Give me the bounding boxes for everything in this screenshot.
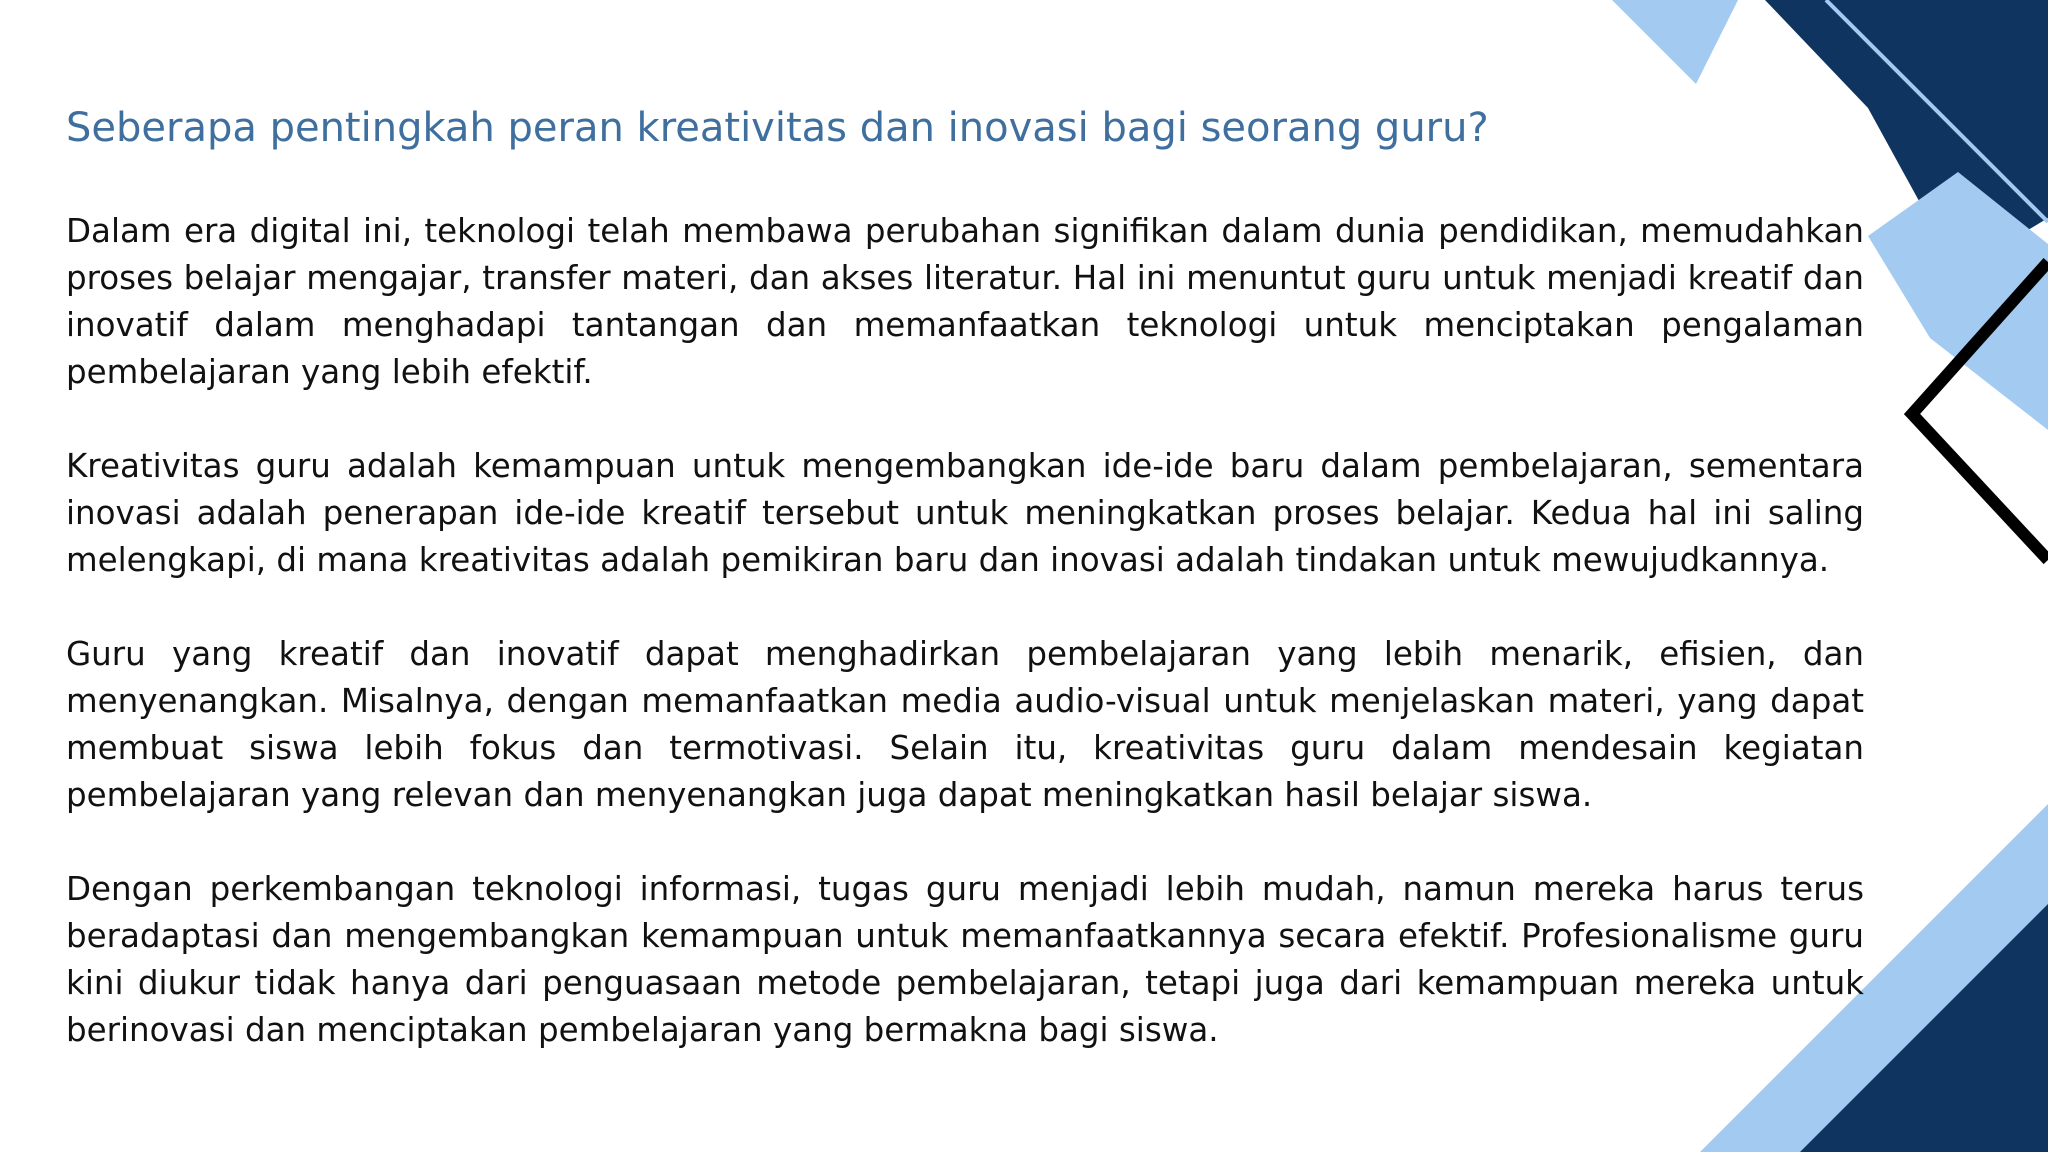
paragraph-2: Kreativitas guru adalah kemampuan untuk mengembangkan ide-ide baru dalam pembelajaran, sementara inovasi adalah penerapan ide-ide kreatif tersebut untuk meningkatkan proses belajar. Kedua hal ini saling melengkapi, di mana kreativitas adalah pemikiran baru dan inovasi adalah tindakan untuk mewujudkannya.: [66, 446, 1864, 579]
slide-heading: Seberapa pentingkah peran kreativitas dan inovasi bagi seorang guru?: [66, 105, 1489, 151]
body-text: [66, 208, 1864, 1101]
paragraph-4: Dengan perkembangan teknologi informasi, tugas guru menjadi lebih mudah, namun mereka harus terus beradaptasi dan mengembangkan kemampuan untuk memanfaatkannya secara efektif. Profesionalisme guru kini diukur tidak hanya dari penguasaan metode pembelajaran, tetapi juga dari kemampuan mereka untuk berinovasi dan menciptakan pembelajaran yang bermakna bagi siswa.: [66, 869, 1864, 1049]
paragraph-3: Guru yang kreatif dan inovatif dapat menghadirkan pembelajaran yang lebih menarik, efisien, dan menyenangkan. Misalnya, dengan memanfaatkan media audio-visual untuk menjelaskan materi, yang dapat membuat siswa lebih fokus dan termotivasi. Selain itu, kreativitas guru dalam mendesain kegiatan pembelajaran yang relevan dan menyenangkan juga dapat meningkatkan hasil belajar siswa.: [66, 634, 1864, 814]
paragraph-1: Dalam era digital ini, teknologi telah membawa perubahan signifikan dalam dunia pendidikan, memudahkan proses belajar mengajar, transfer materi, dan akses literatur. Hal ini menuntut guru untuk menjadi kreatif dan inovatif dalam menghadapi tantangan dan memanfaatkan teknologi untuk menciptakan pengalaman pembelajaran yang lebih efektif.: [66, 212, 1864, 391]
top-light-blue-triangle: [1612, 0, 1738, 84]
